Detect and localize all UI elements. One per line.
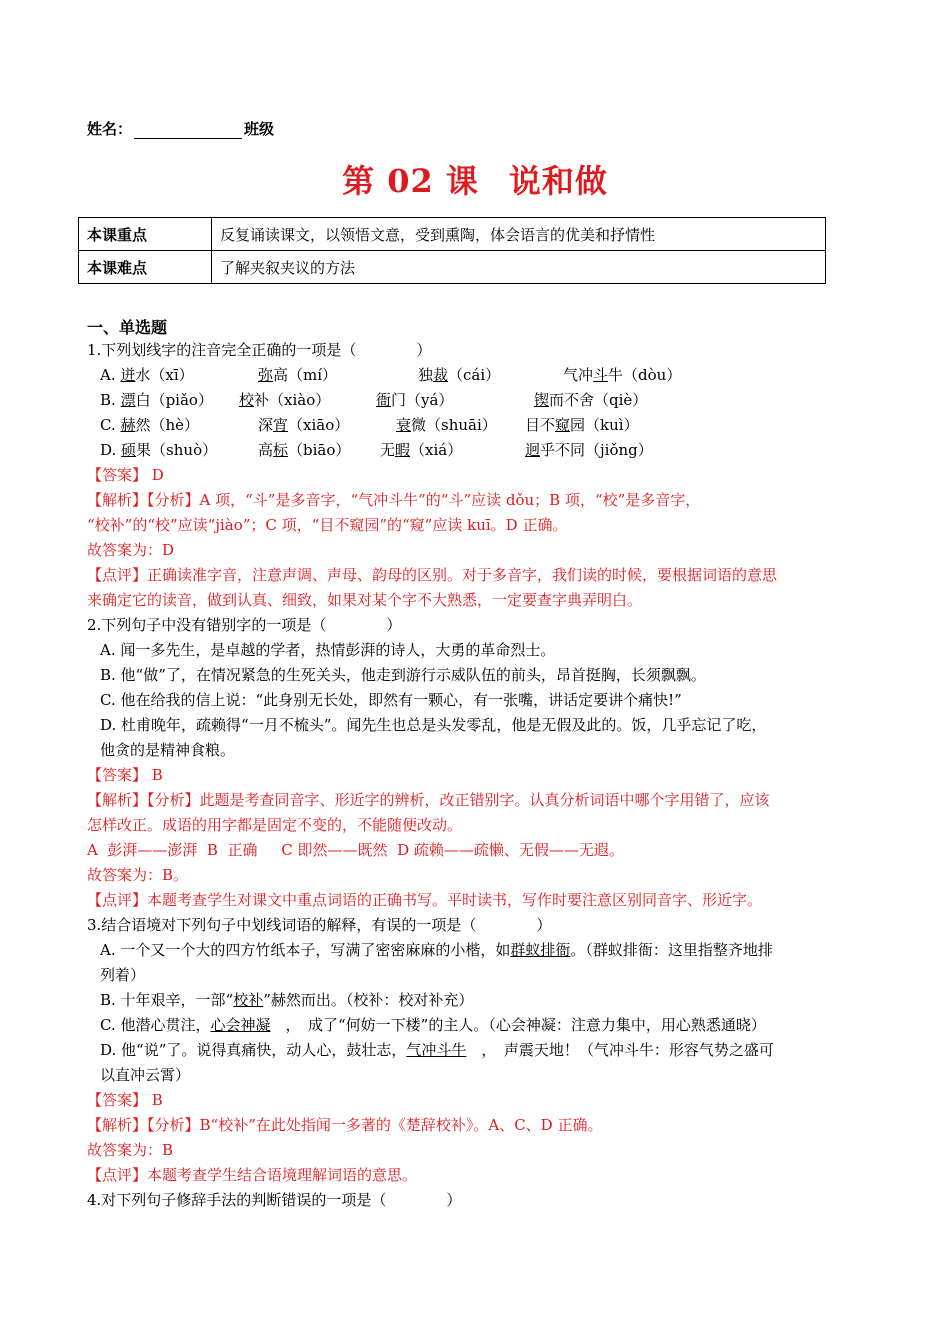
difficulty-label: 本课难点 (79, 251, 212, 284)
q1-option-b[interactable]: B. 漂白（piǎo） 校补（xiào） 衙门（yá） 锲而不舍（qiè） (100, 391, 648, 409)
name-blank[interactable] (134, 124, 242, 139)
name-label: 姓名： (87, 120, 133, 138)
key-points-table (78, 217, 826, 284)
q1-option-a[interactable]: A. 迸水（xī） 弥高（mí） 独裁（cái） 气冲斗牛（dòu） (100, 366, 682, 384)
page-title (0, 156, 950, 202)
q1-analysis: 【解析】【分析】A 项，“斗”是多音字，“气冲斗牛”的“斗”应读 dǒu；B 项，“校”是多音字， (87, 491, 701, 509)
q1-analysis-cont: “校补”的“校”应读“jiào”；C 项，“目不窥园”的“窥”应读 kuī。D 正确。 (87, 516, 568, 534)
q1-answer: 【答案】 D (87, 466, 164, 484)
q3-conclusion: 故答案为：B (87, 1141, 174, 1159)
q2-option-d[interactable]: D. 杜甫晚年，疏赖得“一月不梳头”。闻先生也总是头发零乱，他是无假及此的。饭，几乎忘记了吃， (100, 716, 767, 734)
lesson-number: 第 02 课 (342, 162, 479, 200)
q3-option-d-cont: 以直冲云霄） (100, 1066, 191, 1084)
q1-conclusion: 故答案为：D (87, 541, 175, 559)
q3-option-a-cont: 列着） (100, 966, 146, 984)
q3-answer: 【答案】 B (87, 1091, 163, 1109)
name-class-line (87, 118, 274, 139)
q2-stem: 2.下列句子中没有错别字的一项是（ ） (87, 616, 402, 634)
q3-stem: 3.结合语境对下列句子中划线词语的解释，有误的一项是（ ） (87, 916, 552, 934)
key-text: 反复诵读课文，以领悟文意，受到熏陶，体会语言的优美和抒情性 (212, 218, 826, 251)
q3-option-c[interactable]: C. 他潜心贯注，心会神凝 ， 成了“何妨一下楼”的主人。（心会神凝：注意力集中，用心熟悉通晓） (100, 1016, 766, 1034)
q3-option-a[interactable]: A. 一个又一个大的四方竹纸本子，写满了密密麻麻的小楷，如群蚁排衙。（群蚁排衙：这里指整齐地排 (100, 941, 773, 959)
q2-comment: 【点评】本题考查学生对课文中重点词语的正确书写。平时读书，写作时要注意区别同音字、形近字。 (87, 891, 763, 909)
q2-analysis-cont: 怎样改正。成语的用字都是固定不变的，不能随便改动。 (87, 816, 463, 834)
q1-comment-cont: 来确定它的读音，做到认真、细致，如果对某个字不大熟悉，一定要查字典弄明白。 (87, 591, 643, 609)
q3-analysis: 【解析】【分析】B“校补”在此处指闻一多著的《楚辞校补》。A、C、D 正确。 (87, 1116, 603, 1134)
q2-answer: 【答案】 B (87, 766, 163, 784)
table-row (79, 251, 826, 284)
section-heading: 一、单选题 (87, 318, 168, 337)
q2-conclusion: 故答案为：B。 (87, 866, 189, 884)
q2-corrections: A 彭湃——澎湃 B 正确 C 即然——既然 D 疏赖——疏懒、无假——无遐。 (87, 841, 624, 859)
q3-comment: 【点评】本题考查学生结合语境理解词语的意思。 (87, 1166, 418, 1184)
table-row (79, 218, 826, 251)
q3-option-d[interactable]: D. 他“说”了。说得真痛快，动人心，鼓壮志，气冲斗牛 ， 声震天地！（气冲斗牛：形容气势之盛可 (100, 1041, 774, 1059)
lesson-topic: 说和做 (508, 162, 608, 200)
q1-comment: 【点评】正确读准字音，注意声调、声母、韵母的区别。对于多音字，我们读的时候，要根据词语的意思 (87, 566, 778, 584)
key-label: 本课重点 (79, 218, 212, 251)
difficulty-text: 了解夹叙夹议的方法 (212, 251, 826, 284)
q2-option-c[interactable]: C. 他在给我的信上说：“此身别无长处，即然有一颗心，有一张嘴，讲话定要讲个痛快!” (100, 691, 682, 709)
class-label: 班级 (244, 120, 275, 138)
q2-analysis: 【解析】【分析】此题是考查同音字、形近字的辨析，改正错别字。认真分析词语中哪个字用错了，应该 (87, 791, 770, 809)
q3-option-b[interactable]: B. 十年艰辛，一部“校补”赫然而出。（校补：校对补充） (100, 991, 474, 1009)
q1-option-c[interactable]: C. 赫然（hè） 深宵（xiāo） 衰微（shuāi） 目不窥园（kuì） (100, 416, 639, 434)
q2-option-a[interactable]: A. 闻一多先生，是卓越的学者，热情彭湃的诗人，大勇的革命烈士。 (100, 641, 556, 659)
q2-option-d-cont: 他贪的是精神食粮。 (100, 741, 236, 759)
q1-stem: 1.下列划线字的注音完全正确的一项是（ ） (87, 341, 432, 359)
q1-option-d[interactable]: D. 硕果（shuò） 高标（biāo） 无暇（xiá） 迥乎不同（jiǒng） (100, 441, 653, 459)
q2-option-b[interactable]: B. 他“做”了，在情况紧急的生死关头，他走到游行示威队伍的前头，昂首挺胸，长须飘飘。 (100, 666, 706, 684)
q4-stem: 4.对下列句子修辞手法的判断错误的一项是（ ） (87, 1191, 462, 1209)
